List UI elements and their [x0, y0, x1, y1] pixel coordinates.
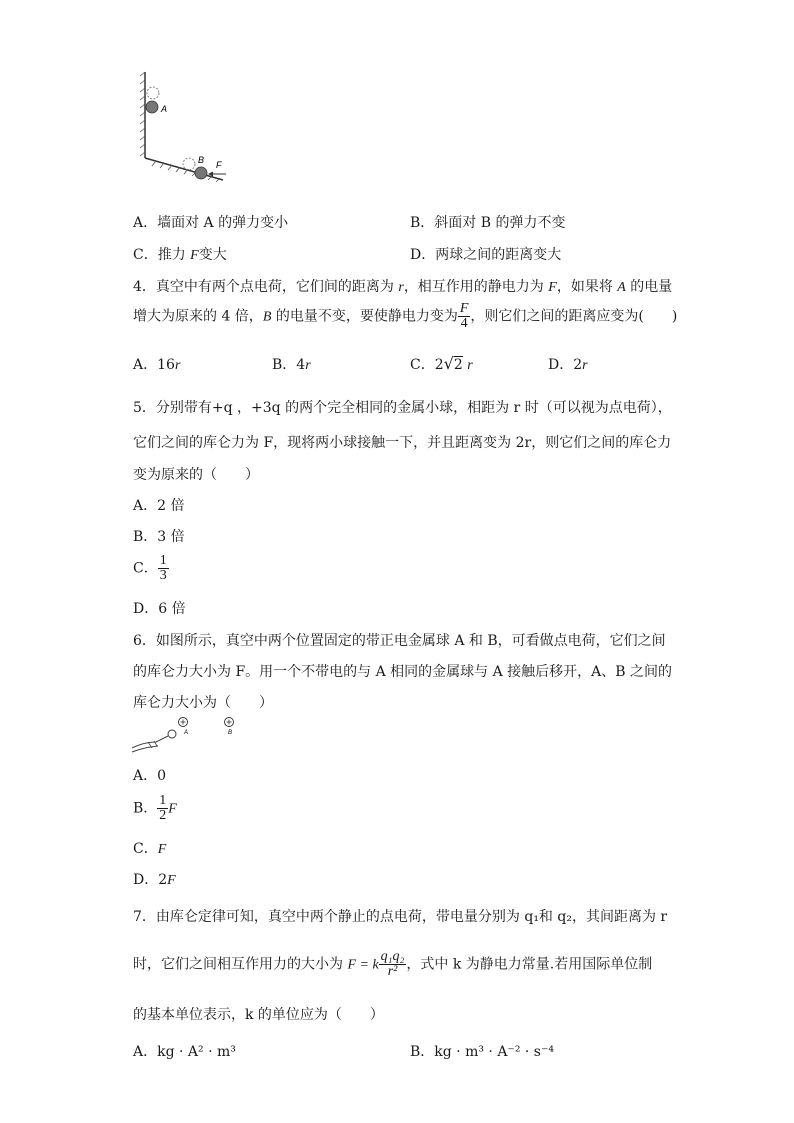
q6-line-1: 6．如图所示，真空中两个位置固定的带正电金属球 A 和 B，可看做点电荷，它们之间 [133, 633, 666, 649]
q5-option-d: D．6 倍 [133, 601, 186, 617]
q4-option-a: A．16r [133, 357, 181, 373]
q5-line-3: 变为原来的（ ） [133, 467, 259, 483]
q6-option-a: A．0 [133, 768, 167, 784]
label-a: A [161, 104, 168, 114]
q7-option-b: B．kg · m³ · A⁻² · s⁻⁴ [410, 1044, 554, 1060]
q3-option-d: D．两球之间的距离变大 [410, 247, 562, 263]
q5-line-2: 它们之间的库仑力为 F，现将两小球接触一下，并且距离变为 2r，则它们之间的库仑力 [133, 435, 672, 451]
q4-line-2: 增大为原来的 4 倍，B 的电量不变，要使静电力变为 $\frac{F}{4}$ ，则它们之间的距离应变为( ) [133, 301, 678, 331]
q7-line-1: 7．由库仑定律可知，真空中两个静止的点电荷，带电量分别为 q₁和 q₂，其间距离为 r [133, 909, 668, 925]
ball-b [195, 167, 207, 179]
q7-line-3: 的基本单位表示，k 的单位应为（ ） [133, 1007, 384, 1023]
q6-line-3: 库仑力大小为（ ） [133, 695, 273, 711]
q6-line-2: 的库仑力大小为 F。用一个不带电的与 A 相同的金属球与 A 接触后移开，A、B 之间的 [133, 664, 673, 680]
q5-line-1: 5．分别带有+q ，+3q 的两个完全相同的金属小球，相距为 r 时（可以视为点电荷）， [133, 400, 672, 416]
q7-formula-fraction: $\frac{\text{q₁q₂}}{\text{r²}}$ [380, 949, 405, 979]
q5-option-b: B．3 倍 [133, 529, 185, 545]
ball-a-dashed [147, 87, 159, 99]
q5-option-c: C． $\frac{1}{3}$ [133, 553, 167, 583]
ball-a [146, 101, 158, 113]
q4-fraction: $\frac{F}{4}$ [459, 301, 469, 331]
uncharged-sphere [168, 730, 176, 738]
q7-option-a: A．kg · A² · m³ [133, 1044, 236, 1060]
wall-incline-figure [128, 70, 238, 190]
label-f: F [216, 160, 222, 170]
q3-option-a: A．墙面对 A 的弹力变小 [133, 215, 289, 231]
q6-option-c: C．F [133, 841, 167, 857]
q5-option-a: A．2 倍 [133, 498, 185, 514]
sphere-label-b: B [228, 730, 233, 736]
sphere-label-a: A [184, 730, 189, 736]
q4-option-d: D．2r [548, 357, 588, 373]
charged-spheres-figure [128, 714, 248, 756]
q3-option-c: C．推力 F变大 [133, 247, 227, 263]
q6-option-b: B． $\frac{1}{2}$ F [133, 793, 177, 823]
q3-option-b: B．斜面对 B 的弹力不变 [410, 215, 566, 231]
q4-line-1: 4．真空中有两个点电荷，它们间的距离为 r，相互作用的静电力为 F，如果将 A 的电量 [133, 279, 673, 295]
q7-line-2: 时，它们之间相互作用力的大小为 F = k $\frac{\text{q₁q₂}}{\text{r²}}$ ，式中 k 为静电力常量.若用国际单位制 [133, 949, 653, 979]
q6-option-d: D．2F [133, 872, 176, 888]
q4-option-c: C．2√2 r [410, 354, 473, 373]
q4-option-b: B．4r [272, 357, 311, 373]
label-b: B [198, 155, 205, 165]
ball-b-dashed [183, 158, 195, 170]
